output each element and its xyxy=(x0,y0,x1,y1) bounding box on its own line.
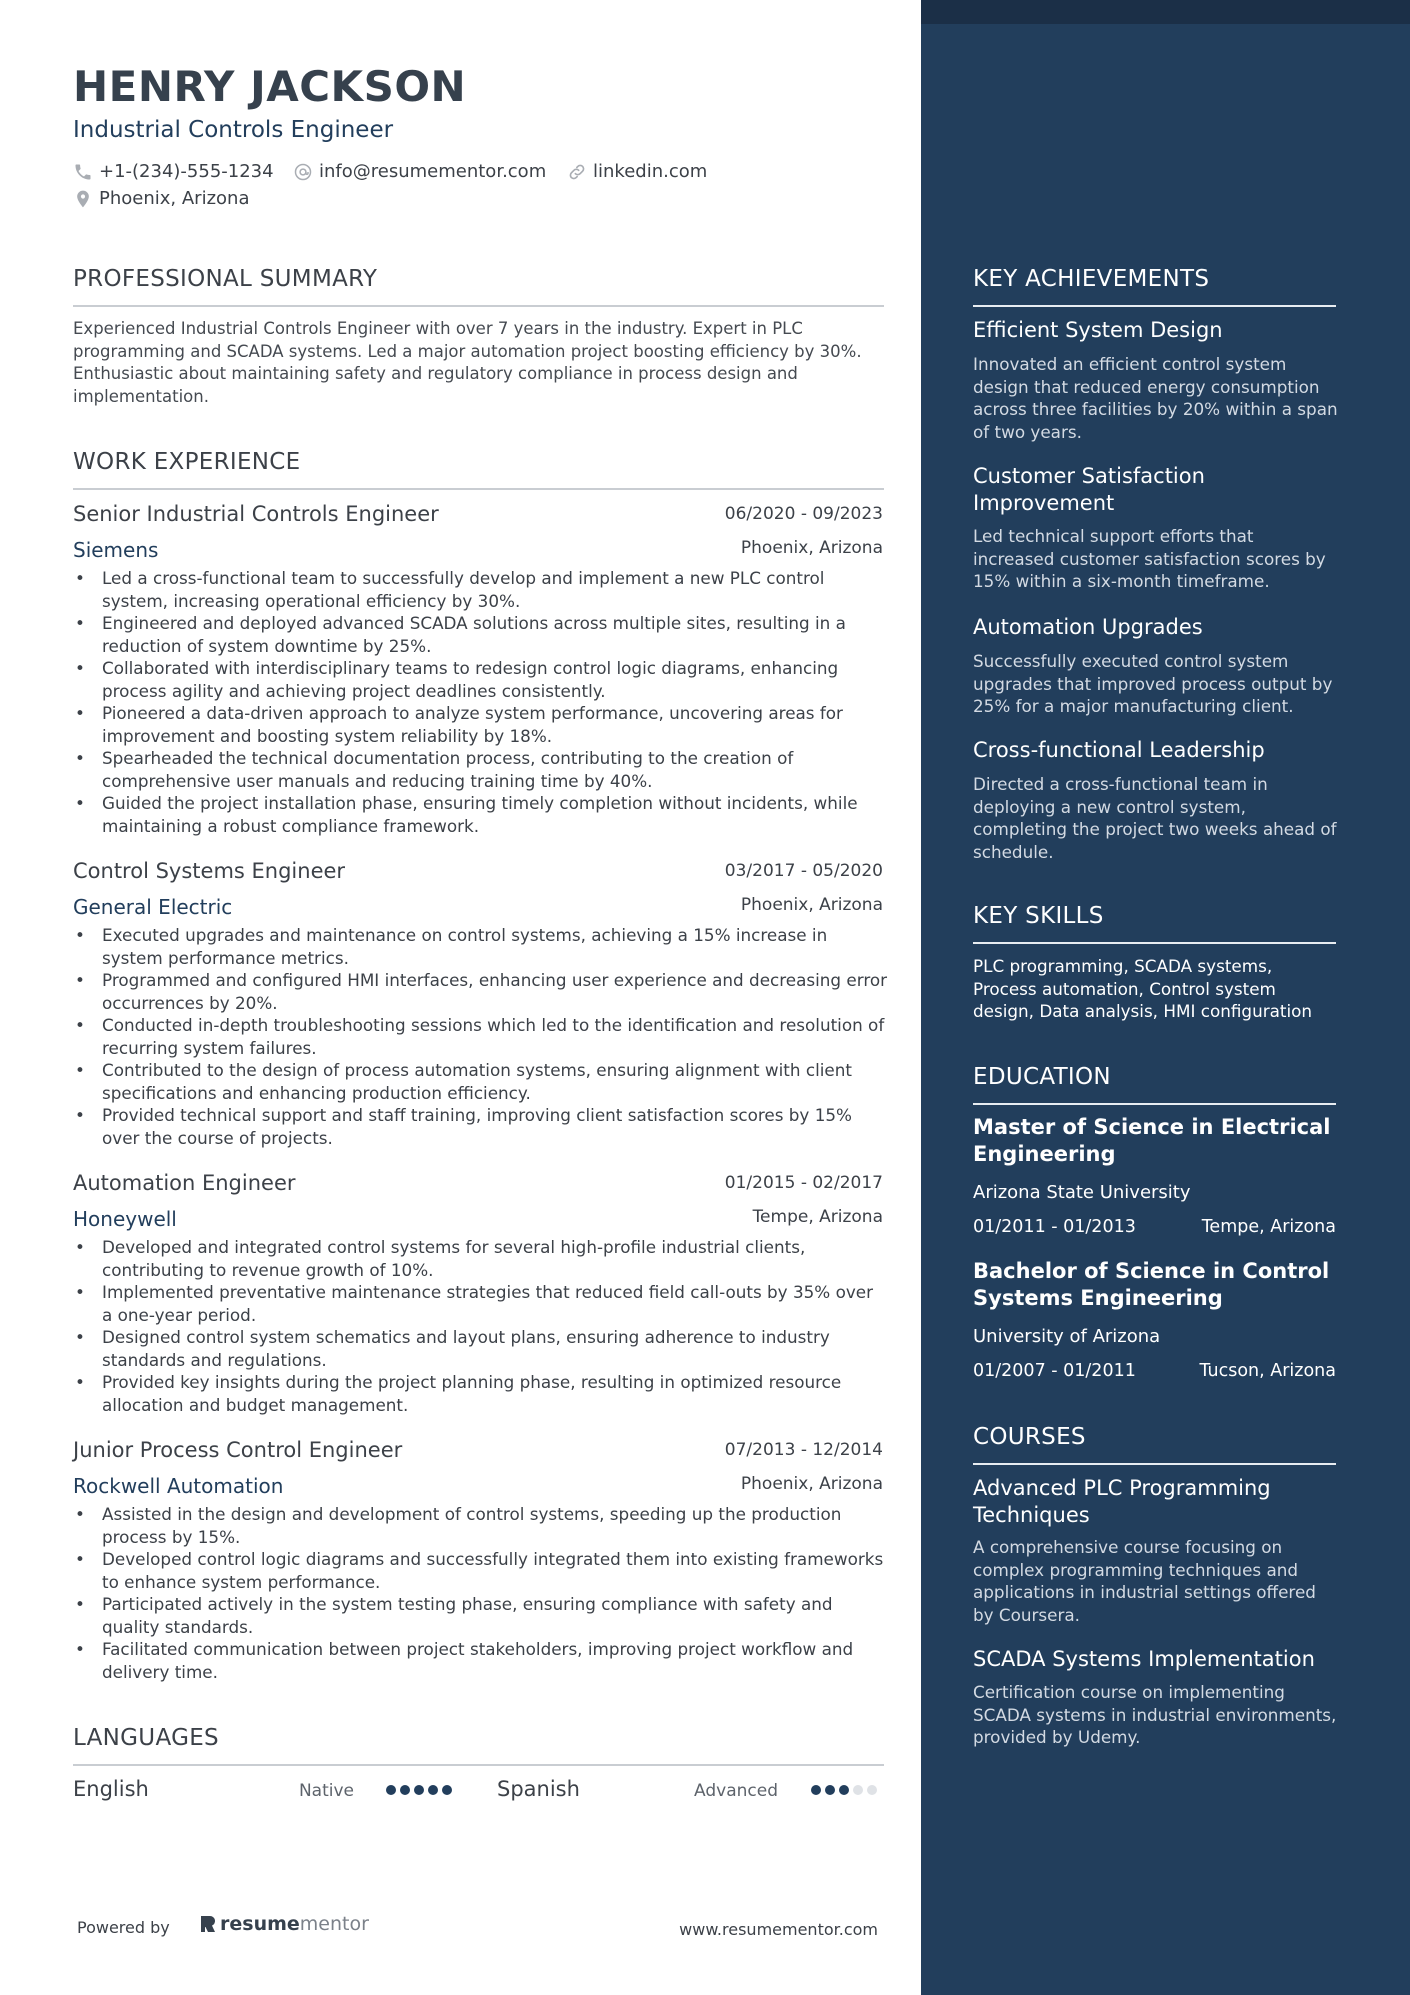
job-bullets xyxy=(73,1236,888,1416)
rating-dot-filled xyxy=(442,1785,452,1795)
job-bullet: • Implemented preventative maintenance strategies that reduced field call-outs by 35% over a one-year period. xyxy=(73,1281,888,1326)
rating-dot-filled xyxy=(400,1785,410,1795)
education-location: Tucson, Arizona xyxy=(1199,1361,1336,1381)
sidebar-top-band xyxy=(921,0,1410,24)
job-dates: 07/2013 - 12/2014 xyxy=(724,1440,883,1460)
achievement-title: Customer Satisfaction Improvement xyxy=(973,464,1205,515)
language-name: English xyxy=(73,1777,149,1801)
experience-divider xyxy=(73,488,884,490)
job-location: Phoenix, Arizona xyxy=(740,538,883,558)
achievement-title: Efficient System Design xyxy=(973,318,1223,342)
contact-location xyxy=(73,188,249,209)
job-company: General Electric xyxy=(73,895,233,919)
skills-divider xyxy=(973,942,1336,944)
job-dates: 01/2015 - 02/2017 xyxy=(724,1173,883,1193)
email-text: info@resumementor.com xyxy=(319,161,547,182)
education-dates: 01/2007 - 01/2011 xyxy=(973,1361,1136,1381)
rating-dot-filled xyxy=(428,1785,438,1795)
job-bullet: • Provided key insights during the project planning phase, resulting in optimized resource allocation and budget management. xyxy=(73,1371,888,1416)
education-divider xyxy=(973,1103,1336,1105)
at-icon xyxy=(293,162,313,182)
achievements-heading: KEY ACHIEVEMENTS xyxy=(973,266,1210,292)
contact-email[interactable] xyxy=(293,161,546,182)
education-location: Tempe, Arizona xyxy=(1201,1217,1336,1237)
course-title: SCADA Systems Implementation xyxy=(973,1647,1315,1671)
rating-dot-empty xyxy=(867,1785,877,1795)
languages-divider xyxy=(73,1764,884,1766)
course-text: A comprehensive course focusing on complex programming techniques and applications in industrial settings offered by Coursera. xyxy=(973,1537,1316,1625)
job-bullet: • Provided technical support and staff training, improving client satisfaction scores by 15% over the course of projects. xyxy=(73,1104,888,1149)
language-level: Advanced xyxy=(694,1781,778,1801)
contact-linkedin[interactable] xyxy=(567,161,707,182)
job-bullet: • Collaborated with interdisciplinary teams to redesign control logic diagrams, enhancing process agility and achieving project deadlines consistently. xyxy=(73,657,888,702)
job-title: Senior Industrial Controls Engineer xyxy=(73,502,439,526)
job-location: Tempe, Arizona xyxy=(752,1207,883,1227)
summary-text: Experienced Industrial Controls Engineer with over 7 years in the industry. Expert in PLC programming and SCADA systems. Led a major automation project boosting efficiency by 30%. Enthusiastic about maintaining safety and regulatory compliance in process design and implementation. xyxy=(73,319,862,406)
job-bullet: • Facilitated communication between project stakeholders, improving project workflow and delivery time. xyxy=(73,1638,888,1683)
achievement-text: Innovated an efficient control system design that reduced energy consumption across three facilities by 20% within a span of two years. xyxy=(973,354,1338,442)
job-company: Honeywell xyxy=(73,1207,177,1231)
job-bullet: • Conducted in-depth troubleshooting sessions which led to the identification and resolution of recurring system failures. xyxy=(73,1014,888,1059)
location-text: Phoenix, Arizona xyxy=(99,188,250,209)
rating-dot-filled xyxy=(811,1785,821,1795)
skills-text: PLC programming, SCADA systems, Process automation, Control system design, Data analysis, HMI configuration xyxy=(973,956,1313,1021)
job-location: Phoenix, Arizona xyxy=(740,1474,883,1494)
education-heading: EDUCATION xyxy=(973,1064,1111,1090)
summary-divider xyxy=(73,305,884,307)
phone-icon xyxy=(73,162,93,182)
course-title: Advanced PLC Programming Techniques xyxy=(973,1476,1271,1527)
education-school: University of Arizona xyxy=(973,1326,1161,1347)
job-bullet: • Assisted in the design and development of control systems, speeding up the production process by 15%. xyxy=(73,1503,888,1548)
candidate-name: HENRY JACKSON xyxy=(73,62,467,111)
brand-name-bold: resume xyxy=(220,1913,300,1935)
powered-by-label: Powered by xyxy=(77,1918,170,1937)
achievement-text: Led technical support efforts that increased customer satisfaction scores by 15% within a six-month timeframe. xyxy=(973,526,1326,591)
job-bullets xyxy=(73,924,888,1149)
skills-heading: KEY SKILLS xyxy=(973,903,1104,929)
achievement-title: Cross-functional Leadership xyxy=(973,738,1265,762)
achievement-title: Automation Upgrades xyxy=(973,615,1203,639)
job-company: Siemens xyxy=(73,538,159,562)
job-company: Rockwell Automation xyxy=(73,1474,284,1498)
language-level: Native xyxy=(298,1781,354,1801)
job-title: Automation Engineer xyxy=(73,1171,296,1195)
brand-logo[interactable] xyxy=(199,1913,369,1935)
summary-heading: PROFESSIONAL SUMMARY xyxy=(73,266,378,292)
language-name: Spanish xyxy=(497,1777,580,1801)
job-dates: 06/2020 - 09/2023 xyxy=(724,504,883,524)
education-school: Arizona State University xyxy=(973,1182,1191,1203)
job-bullet: • Contributed to the design of process automation systems, ensuring alignment with client specifications and enhancing production efficiency. xyxy=(73,1059,888,1104)
achievement-text: Successfully executed control system upgrades that improved process output by 25% for a major manufacturing client. xyxy=(973,651,1333,716)
job-bullet: • Developed and integrated control systems for several high-profile industrial clients, contributing to revenue growth of 10%. xyxy=(73,1236,888,1281)
job-bullet: • Spearheaded the technical documentation process, contributing to the creation of comprehensive user manuals and reducing training time by 40%. xyxy=(73,747,888,792)
education-degree: Bachelor of Science in Control Systems Engineering xyxy=(973,1259,1330,1310)
brand-mark-icon xyxy=(199,1914,217,1934)
rating-dot-empty xyxy=(853,1785,863,1795)
job-title: Junior Process Control Engineer xyxy=(73,1438,403,1462)
job-location: Phoenix, Arizona xyxy=(740,895,883,915)
linkedin-text: linkedin.com xyxy=(593,161,708,182)
job-bullet: • Programmed and configured HMI interfaces, enhancing user experience and decreasing error occurrences by 20%. xyxy=(73,969,888,1014)
courses-divider xyxy=(973,1463,1336,1465)
link-icon xyxy=(567,162,587,182)
rating-dot-filled xyxy=(839,1785,849,1795)
experience-heading: WORK EXPERIENCE xyxy=(73,449,301,475)
job-bullet: • Developed control logic diagrams and successfully integrated them into existing frameworks to enhance system performance. xyxy=(73,1548,888,1593)
rating-dot-filled xyxy=(386,1785,396,1795)
job-bullet: • Led a cross-functional team to successfully develop and implement a new PLC control system, increasing operational efficiency by 30%. xyxy=(73,567,888,612)
candidate-role: Industrial Controls Engineer xyxy=(73,117,394,143)
job-bullet: • Designed control system schematics and layout plans, ensuring adherence to industry standards and regulations. xyxy=(73,1326,888,1371)
achievement-text: Directed a cross-functional team in deploying a new control system, completing the project two weeks ahead of schedule. xyxy=(973,774,1337,862)
courses-heading: COURSES xyxy=(973,1424,1086,1450)
job-bullet: • Guided the project installation phase, ensuring timely completion without incidents, while maintaining a robust compliance framework. xyxy=(73,792,888,837)
education-degree: Master of Science in Electrical Engineering xyxy=(973,1115,1331,1166)
languages-heading: LANGUAGES xyxy=(73,1725,219,1751)
education-dates: 01/2011 - 01/2013 xyxy=(973,1217,1136,1237)
rating-dot-filled xyxy=(414,1785,424,1795)
location-pin-icon xyxy=(73,189,93,209)
job-bullets xyxy=(73,567,888,837)
job-bullets xyxy=(73,1503,888,1683)
job-bullet: • Pioneered a data-driven approach to analyze system performance, uncovering areas for improvement and boosting system reliability by 18%. xyxy=(73,702,888,747)
language-rating xyxy=(811,1785,877,1795)
job-bullet: • Engineered and deployed advanced SCADA solutions across multiple sites, resulting in a reduction of system downtime by 25%. xyxy=(73,612,888,657)
achievements-divider xyxy=(973,305,1336,307)
website-link[interactable]: www.resumementor.com xyxy=(679,1920,878,1939)
language-rating xyxy=(386,1785,452,1795)
job-dates: 03/2017 - 05/2020 xyxy=(724,861,883,881)
rating-dot-filled xyxy=(825,1785,835,1795)
job-bullet: • Executed upgrades and maintenance on control systems, achieving a 15% increase in system performance metrics. xyxy=(73,924,888,969)
job-bullet: • Participated actively in the system testing phase, ensuring compliance with safety and quality standards. xyxy=(73,1593,888,1638)
contact-phone[interactable] xyxy=(73,161,274,182)
phone-text: +1-(234)-555-1234 xyxy=(99,161,274,182)
job-title: Control Systems Engineer xyxy=(73,859,346,883)
course-text: Certification course on implementing SCADA systems in industrial environments, provided by Udemy. xyxy=(973,1682,1337,1747)
brand-name-light: mentor xyxy=(299,1913,369,1935)
